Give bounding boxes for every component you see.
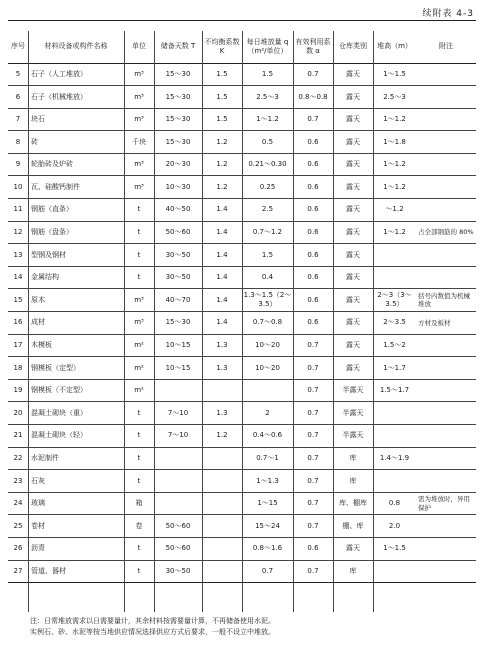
column-divider [333,31,334,612]
cell-height: 1～1.2 [383,115,406,124]
cell-name: 钢筋（盘条） [31,228,73,237]
cell-q: 2.5～3 [256,92,279,101]
cell-note [416,379,476,402]
cell-alpha: 0.7 [307,431,319,440]
cell-k [202,470,242,493]
cell-note [416,153,476,176]
cell-name: 钢筋（直条） [31,205,73,214]
cell-no: 23 [13,476,23,485]
cell-days: 40～50 [165,205,191,214]
cell-k: 1.4 [216,295,228,304]
cell-note [416,402,476,425]
cell-unit: t [137,228,141,237]
cell-note [416,86,476,109]
cell-note [416,131,476,154]
cell-alpha: 0.7 [307,566,319,575]
cell-height: 1.5～2 [383,341,406,350]
cell-unit: m² [134,363,144,372]
cell-alpha: 0.6 [307,318,319,327]
column-divider [154,31,155,612]
cell-k: 1.3 [216,363,228,372]
cell-name: 钢模板（不定型） [31,386,87,395]
cell-name: 石子（人工堆放） [31,69,87,78]
cell-no: 9 [15,160,21,169]
cell-name: 金属结构 [31,273,59,282]
cell-k: 1.3 [216,408,228,417]
cell-name: 木模板 [31,341,52,350]
cell-no: 17 [13,341,23,350]
cell-height: 1～1.2 [383,182,406,191]
cell-days: 50～60 [165,228,191,237]
cell-store: 露天 [346,69,360,78]
cell-height: 1～1.7 [383,363,406,372]
cell-note: 需为堆放时，异用保护 [418,495,470,512]
cell-unit: m³ [134,69,144,78]
cell-height [373,425,416,448]
cell-store: 露天 [346,318,360,327]
col-header-height: 堆高（m） [373,31,416,63]
cell-q: 2.5 [261,205,274,214]
cell-days: 15～30 [165,137,191,146]
column-divider [28,31,29,612]
cell-note [416,199,476,222]
cell-store: 半露天 [342,408,364,417]
cell-no: 21 [13,431,23,440]
cell-alpha: 0.6 [307,137,319,146]
col-header-no: 序号 [8,31,28,63]
cell-note [416,334,476,357]
cell-store: 露天 [346,544,360,553]
cell-note [416,425,476,448]
cell-store: 露天 [346,295,360,304]
cell-q: 2 [265,408,270,417]
cell-unit: t [137,408,141,417]
col-header-note: 附注 [416,31,476,63]
cell-days: 15～30 [165,69,191,78]
cell-store: 露天 [346,160,360,169]
cell-unit: m³ [134,115,144,124]
cell-days: 50～60 [165,544,191,553]
cell-q: 1.5 [261,69,274,78]
col-header-alpha: 有效利用系数 α [293,31,333,63]
cell-store: 露天 [346,250,360,259]
cell-days: 15～30 [165,318,191,327]
cell-no: 14 [13,273,23,282]
cell-alpha: 0.6 [307,250,319,259]
cell-q: 0.4 [261,273,274,282]
cell-note [416,447,476,470]
cell-unit: m³ [134,318,144,327]
cell-q: 0.5 [261,137,274,146]
cell-q: 0.7～1 [256,454,279,463]
table-footnote [30,616,470,638]
cell-height [373,560,416,583]
col-header-days: 储备天数 T [154,31,202,63]
cell-k [202,379,242,402]
column-divider [124,31,125,612]
cell-q: 0.25 [259,182,276,191]
cell-store: 库 [349,476,357,485]
cell-no: 10 [13,182,23,191]
cell-k: 1.2 [216,137,228,146]
cell-days: 20～30 [165,160,191,169]
cell-alpha: 0.7 [307,115,319,124]
cell-days: 10～15 [165,363,191,372]
cell-store: 露天 [346,182,360,191]
cell-unit: 卷 [135,521,143,530]
cell-q: 1～15 [257,499,278,508]
cell-no: 24 [13,499,23,508]
cell-no: 22 [13,454,23,463]
cell-alpha: 0.7 [307,69,319,78]
cell-k: 1.5 [216,69,228,78]
col-header-unit: 单位 [124,31,154,63]
cell-unit: m² [134,341,144,350]
cell-days: 10～15 [165,341,191,350]
cell-days [154,379,202,402]
cell-height [373,244,416,267]
cell-q: 10～20 [255,363,280,372]
cell-store: 露天 [346,363,360,372]
col-header-name: 材料设备或构件名称 [28,31,124,63]
cell-name: 卷材 [31,521,45,530]
cell-note [416,537,476,560]
cell-unit: t [137,476,141,485]
cell-alpha: 0.7 [307,363,319,372]
cell-height: 0.8 [388,499,401,508]
cell-k: 1.4 [216,318,228,327]
cell-k: 1.4 [216,228,228,237]
cell-alpha: 0.6 [307,205,319,214]
cell-name: 混凝土砌块（轻） [31,431,87,440]
cell-k [202,537,242,560]
cell-no: 11 [13,205,23,214]
col-header-store: 仓库类别 [333,31,373,63]
cell-k: 1.3 [216,341,228,350]
cell-name: 管道、器材 [31,566,66,575]
column-divider [293,31,294,612]
cell-note [416,357,476,380]
cell-name: 石灰 [31,476,45,485]
cell-name: 瓦、硅酸钙制件 [31,182,80,191]
cell-height: 2～3.5 [383,318,406,327]
cell-store: 露天 [346,341,360,350]
column-divider [202,31,203,612]
cell-days: 15～30 [165,115,191,124]
cell-store: 半露天 [342,431,364,440]
footnote-line: 实例石、砂、水泥等按当地供应情况选择供应方式后要求，一般不设立中堆放。 [30,628,275,637]
cell-days: 30～50 [165,273,191,282]
cell-store: 露天 [346,115,360,124]
cell-name: 石子（机械堆放） [31,92,87,101]
cell-height [373,402,416,425]
cell-days: 7～10 [167,431,189,440]
cell-k: 1.5 [216,92,228,101]
cell-unit: m³ [134,160,144,169]
cell-name: 沥青 [31,544,45,553]
cell-q: 1～1.3 [256,476,279,485]
cell-alpha: 0.6 [307,160,319,169]
cell-k: 1.2 [216,182,228,191]
cell-note [416,63,476,86]
cell-height: 1～1.8 [383,137,406,146]
cell-alpha: 0.6 [307,544,319,553]
cell-name: 原木 [31,295,45,304]
cell-q: 1.5 [261,250,274,259]
cell-k: 1.4 [216,205,228,214]
cell-no: 16 [13,318,23,327]
column-divider [242,31,243,612]
cell-days [154,447,202,470]
cell-q: 0.4～0.6 [252,431,283,440]
column-divider [373,31,374,612]
cell-height: 1.5～1.7 [379,386,410,395]
cell-alpha: 0.7 [307,408,319,417]
footnote-line: 注：日常堆放需求以日需要量计，其余材料按需要量计算，不再储备使用水泥。 [30,617,275,625]
cell-no: 13 [13,250,23,259]
cell-unit: 千块 [132,137,146,146]
cell-days: 10～30 [165,182,191,191]
cell-height [373,266,416,289]
cell-height: 1～1.5 [383,69,406,78]
cell-no: 26 [13,544,23,553]
cell-name: 玻璃 [31,499,45,508]
cell-q: 15～24 [255,521,280,530]
cell-note [416,560,476,583]
cell-unit: t [137,273,141,282]
cell-unit: t [137,566,141,575]
cell-store: 半露天 [342,386,364,395]
cell-k [202,447,242,470]
cell-note [416,266,476,289]
cell-height: 2～3（3～3.5） [377,291,412,309]
cell-alpha: 0.7 [307,386,319,395]
cell-store: 露天 [346,228,360,237]
cell-k [202,515,242,538]
cell-note: 占全部钢筋的 80% [418,228,474,237]
cell-note: 方材及板材 [418,318,451,327]
cell-k: 1.2 [216,431,228,440]
cell-q: 1～1.2 [256,115,279,124]
cell-k: 1.4 [216,250,228,259]
col-header-k: 不均衡系数 K [202,31,242,63]
cell-unit: 箱 [135,499,143,508]
cell-name: 水泥制件 [31,454,59,463]
cell-no: 25 [13,521,23,530]
page-header: 续附表 4-3 [422,9,474,19]
cell-q: 0.7～1.2 [252,228,283,237]
cell-unit: t [137,431,141,440]
cell-store: 棚、库 [342,521,364,530]
cell-name: 型钢及钢材 [31,250,66,259]
cell-store: 露天 [346,205,360,214]
cell-days: 15～30 [165,92,191,101]
cell-no: 19 [13,386,23,395]
cell-name: 混凝土砌块（重） [31,408,87,417]
cell-no: 27 [13,566,23,575]
cell-store: 库 [349,566,357,575]
cell-unit: t [137,544,141,553]
cell-days: 40～70 [165,295,191,304]
cell-alpha: 0.7 [307,476,319,485]
cell-q: 1.3～1.5（2～3.5） [243,291,292,309]
cell-q: 0.7～0.8 [252,318,283,327]
cell-alpha: 0.6 [307,182,319,191]
cell-days [154,492,202,515]
cell-k [202,492,242,515]
cell-store: 露天 [346,92,360,101]
cell-store: 库、棚库 [339,499,367,508]
cell-no: 8 [15,137,21,146]
cell-height: 2.0 [388,521,401,530]
cell-alpha: 0.6 [307,273,319,282]
cell-alpha: 0.6 [307,295,319,304]
cell-note [416,176,476,199]
cell-height: 1.4～1.9 [379,454,410,463]
cell-unit: t [137,205,141,214]
cell-name: 钢模板（定型） [31,363,80,372]
cell-alpha: 0.7 [307,499,319,508]
cell-note [416,244,476,267]
cell-q: 0.8～1.6 [252,544,283,553]
cell-days: 30～50 [165,566,191,575]
cell-k: 1.2 [216,160,228,169]
cell-height: ～1.2 [385,205,404,214]
cell-no: 18 [13,363,23,372]
cell-no: 20 [13,408,23,417]
cell-alpha: 0.6 [307,228,319,237]
cell-q [242,379,293,402]
cell-unit: m² [134,386,144,395]
cell-name: 块石 [31,115,45,124]
cell-height: 1～1.2 [383,160,406,169]
cell-height [373,470,416,493]
cell-height: 1～1.2 [383,228,406,237]
col-header-q: 每日堆放量 q（m²/单位） [242,31,293,63]
cell-unit: t [137,454,141,463]
cell-unit: m³ [134,92,144,101]
cell-days: 7～10 [167,408,189,417]
cell-note: 括号内数值为机械堆放 [418,292,470,309]
cell-k: 1.5 [216,115,228,124]
cell-no: 12 [13,228,23,237]
cell-alpha: 0.7 [307,521,319,530]
cell-name: 轮胎砖及炉砖 [31,160,73,169]
cell-k [202,560,242,583]
cell-store: 库 [349,454,357,463]
cell-q: 0.7 [261,566,274,575]
cell-store: 露天 [346,137,360,146]
header-rule [8,20,476,21]
cell-q: 0.21～0.30 [248,160,287,169]
cell-days [154,470,202,493]
cell-store: 露天 [346,273,360,282]
cell-days: 30～50 [165,250,191,259]
cell-unit: m³ [134,182,144,191]
cell-alpha: 0.8～0.8 [298,92,328,101]
cell-k: 1.4 [216,273,228,282]
cell-name: 成材 [31,318,45,327]
cell-height: 2.5～3 [383,92,406,101]
cell-height: 1～1.5 [383,544,406,553]
cell-unit: m³ [134,295,144,304]
cell-note [416,470,476,493]
cell-q: 10～20 [255,341,280,350]
cell-no: 5 [15,69,21,78]
cell-unit: t [137,250,141,259]
cell-alpha: 0.7 [307,454,319,463]
cell-alpha: 0.7 [307,341,319,350]
cell-no: 15 [13,295,23,304]
cell-name: 砖 [31,137,38,146]
cell-no: 6 [15,92,21,101]
cell-note [416,108,476,131]
cell-no: 7 [15,115,21,124]
cell-days: 50～60 [165,521,191,530]
cell-note [416,515,476,538]
